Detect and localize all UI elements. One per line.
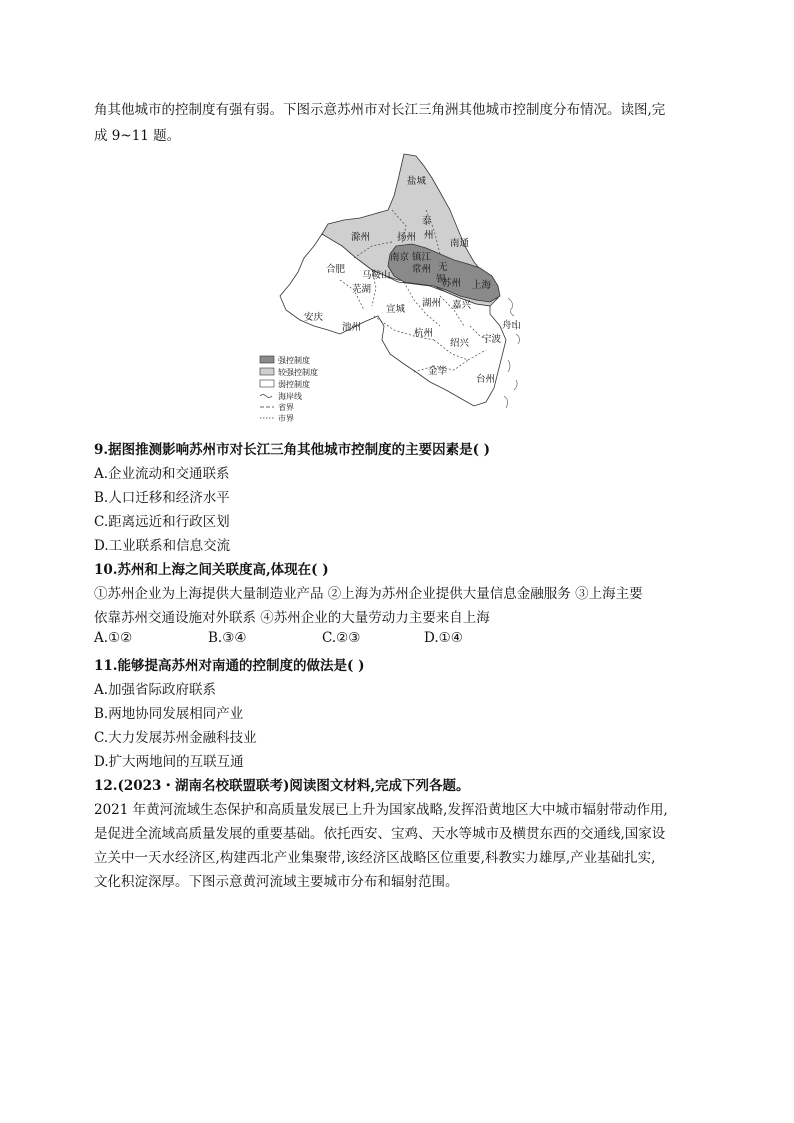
q10-statements-2: 依靠苏州交通设施对外联系 ④苏州企业的大量劳动力主要来自上海 — [94, 610, 490, 626]
label-chizhou: 池州 — [342, 322, 362, 333]
label-zhoushan: 舟山 — [502, 320, 522, 331]
q10-option-a: A.①② — [94, 630, 133, 646]
legend-strong: 强控制度 — [278, 356, 310, 365]
label-ningbo: 宁波 — [482, 334, 502, 345]
q9-option-d: D.工业联系和信息交流 — [94, 538, 231, 554]
legend-weak: 弱控制度 — [278, 380, 310, 389]
label-wuhu1: 芜湖 — [352, 284, 372, 295]
intro-line-2: 成 9~11 题。 — [94, 128, 181, 144]
label-nanjing: 南京 — [390, 252, 410, 263]
label-chuzhou: 滁州 — [351, 232, 371, 243]
label-yangzhou: 扬州 — [397, 232, 417, 243]
q11-option-b: B.两地协同发展相同产业 — [94, 706, 244, 722]
label-shanghai: 上海 — [472, 280, 492, 291]
legend-medium: 较强控制度 — [278, 368, 318, 377]
label-changzhou: 常州 — [412, 264, 432, 275]
label-taizhou: 台州 — [476, 374, 496, 385]
label-hangzhou: 杭州 — [414, 328, 434, 339]
q11-option-c: C.大力发展苏州金融科技业 — [94, 730, 257, 746]
label-anqing: 安庆 — [304, 312, 324, 323]
q10-stem: 10.苏州和上海之间关联度高,体现在( ) — [94, 562, 329, 578]
q9-option-b: B.人口迁移和经济水平 — [94, 490, 230, 506]
intro-line-1: 角其他城市的控制度有强有弱。下图示意苏州市对长江三角洲其他城市控制度分布情况。读图,完 — [94, 102, 666, 118]
legend-province: 省界 — [278, 403, 294, 412]
label-nantong: 南通 — [450, 238, 470, 249]
q12-paragraph-2: 是促进全流域高质量发展的重要基础。依托西安、宝鸡、天水等城市及横贯东西的交通线,国家设 — [94, 826, 666, 842]
label-jinhua: 金华 — [428, 366, 448, 377]
q9-option-c: C.距离远近和行政区划 — [94, 514, 230, 530]
q10-statements-1: ①苏州企业为上海提供大量制造业产品 ②上海为苏州企业提供大量信息金融服务 ③上海主要 — [94, 586, 643, 602]
q9-stem: 9.据图推测影响苏州市对长江三角其他城市控制度的主要因素是( ) — [94, 442, 491, 458]
coastline-islands — [504, 298, 520, 408]
q10-option-d: D.①④ — [424, 630, 463, 646]
legend-coast: 海岸线 — [278, 392, 302, 401]
q11-stem: 11.能够提高苏州对南通的控制度的做法是( ) — [94, 658, 365, 674]
q12-paragraph-4: 文化积淀深厚。下图示意黄河流域主要城市分布和辐射范围。 — [94, 874, 459, 890]
label-yancheng: 盐城 — [407, 176, 427, 187]
label-jiaxing: 嘉兴 — [452, 300, 472, 311]
label-wu: 无 — [438, 262, 448, 273]
label-zhou: 州 — [424, 230, 434, 241]
label-zhenjiang: 镇江 — [412, 252, 432, 263]
q12-paragraph-3: 立关中一天水经济区,构建西北产业集聚带,该经济区战略区位重要,科教实力雄厚,产业基础扎实, — [94, 850, 656, 866]
label-huzhou: 湖州 — [422, 298, 442, 309]
label-xuancheng: 宣城 — [386, 304, 406, 315]
q10-option-b: B.③④ — [208, 630, 247, 646]
q9-option-a: A.企业流动和交通联系 — [94, 466, 230, 482]
yangtze-delta-control-map — [254, 150, 544, 422]
q10-option-c: C.②③ — [322, 630, 361, 646]
label-maanshan: 马鞍山 — [362, 270, 391, 281]
q12-stem: 12.(2023・湖南名校联盟联考)阅读图文材料,完成下列各题。 — [94, 778, 470, 794]
label-hefei: 合肥 — [326, 264, 346, 275]
q12-paragraph-1: 2021 年黄河流域生态保护和高质量发展已上升为国家战略,发挥沿黄地区大中城市辐射带动作用, — [94, 802, 668, 818]
label-tai: 泰 — [422, 216, 432, 227]
label-shaoxing: 绍兴 — [450, 338, 470, 349]
q11-option-a: A.加强省际政府联系 — [94, 682, 217, 698]
legend-city: 市界 — [278, 414, 294, 422]
label-xi: 锡 — [436, 274, 446, 285]
map-legend — [260, 355, 318, 422]
q11-option-d: D.扩大两地间的互联互通 — [94, 754, 244, 770]
label-suzhou: 苏州 — [442, 278, 462, 289]
